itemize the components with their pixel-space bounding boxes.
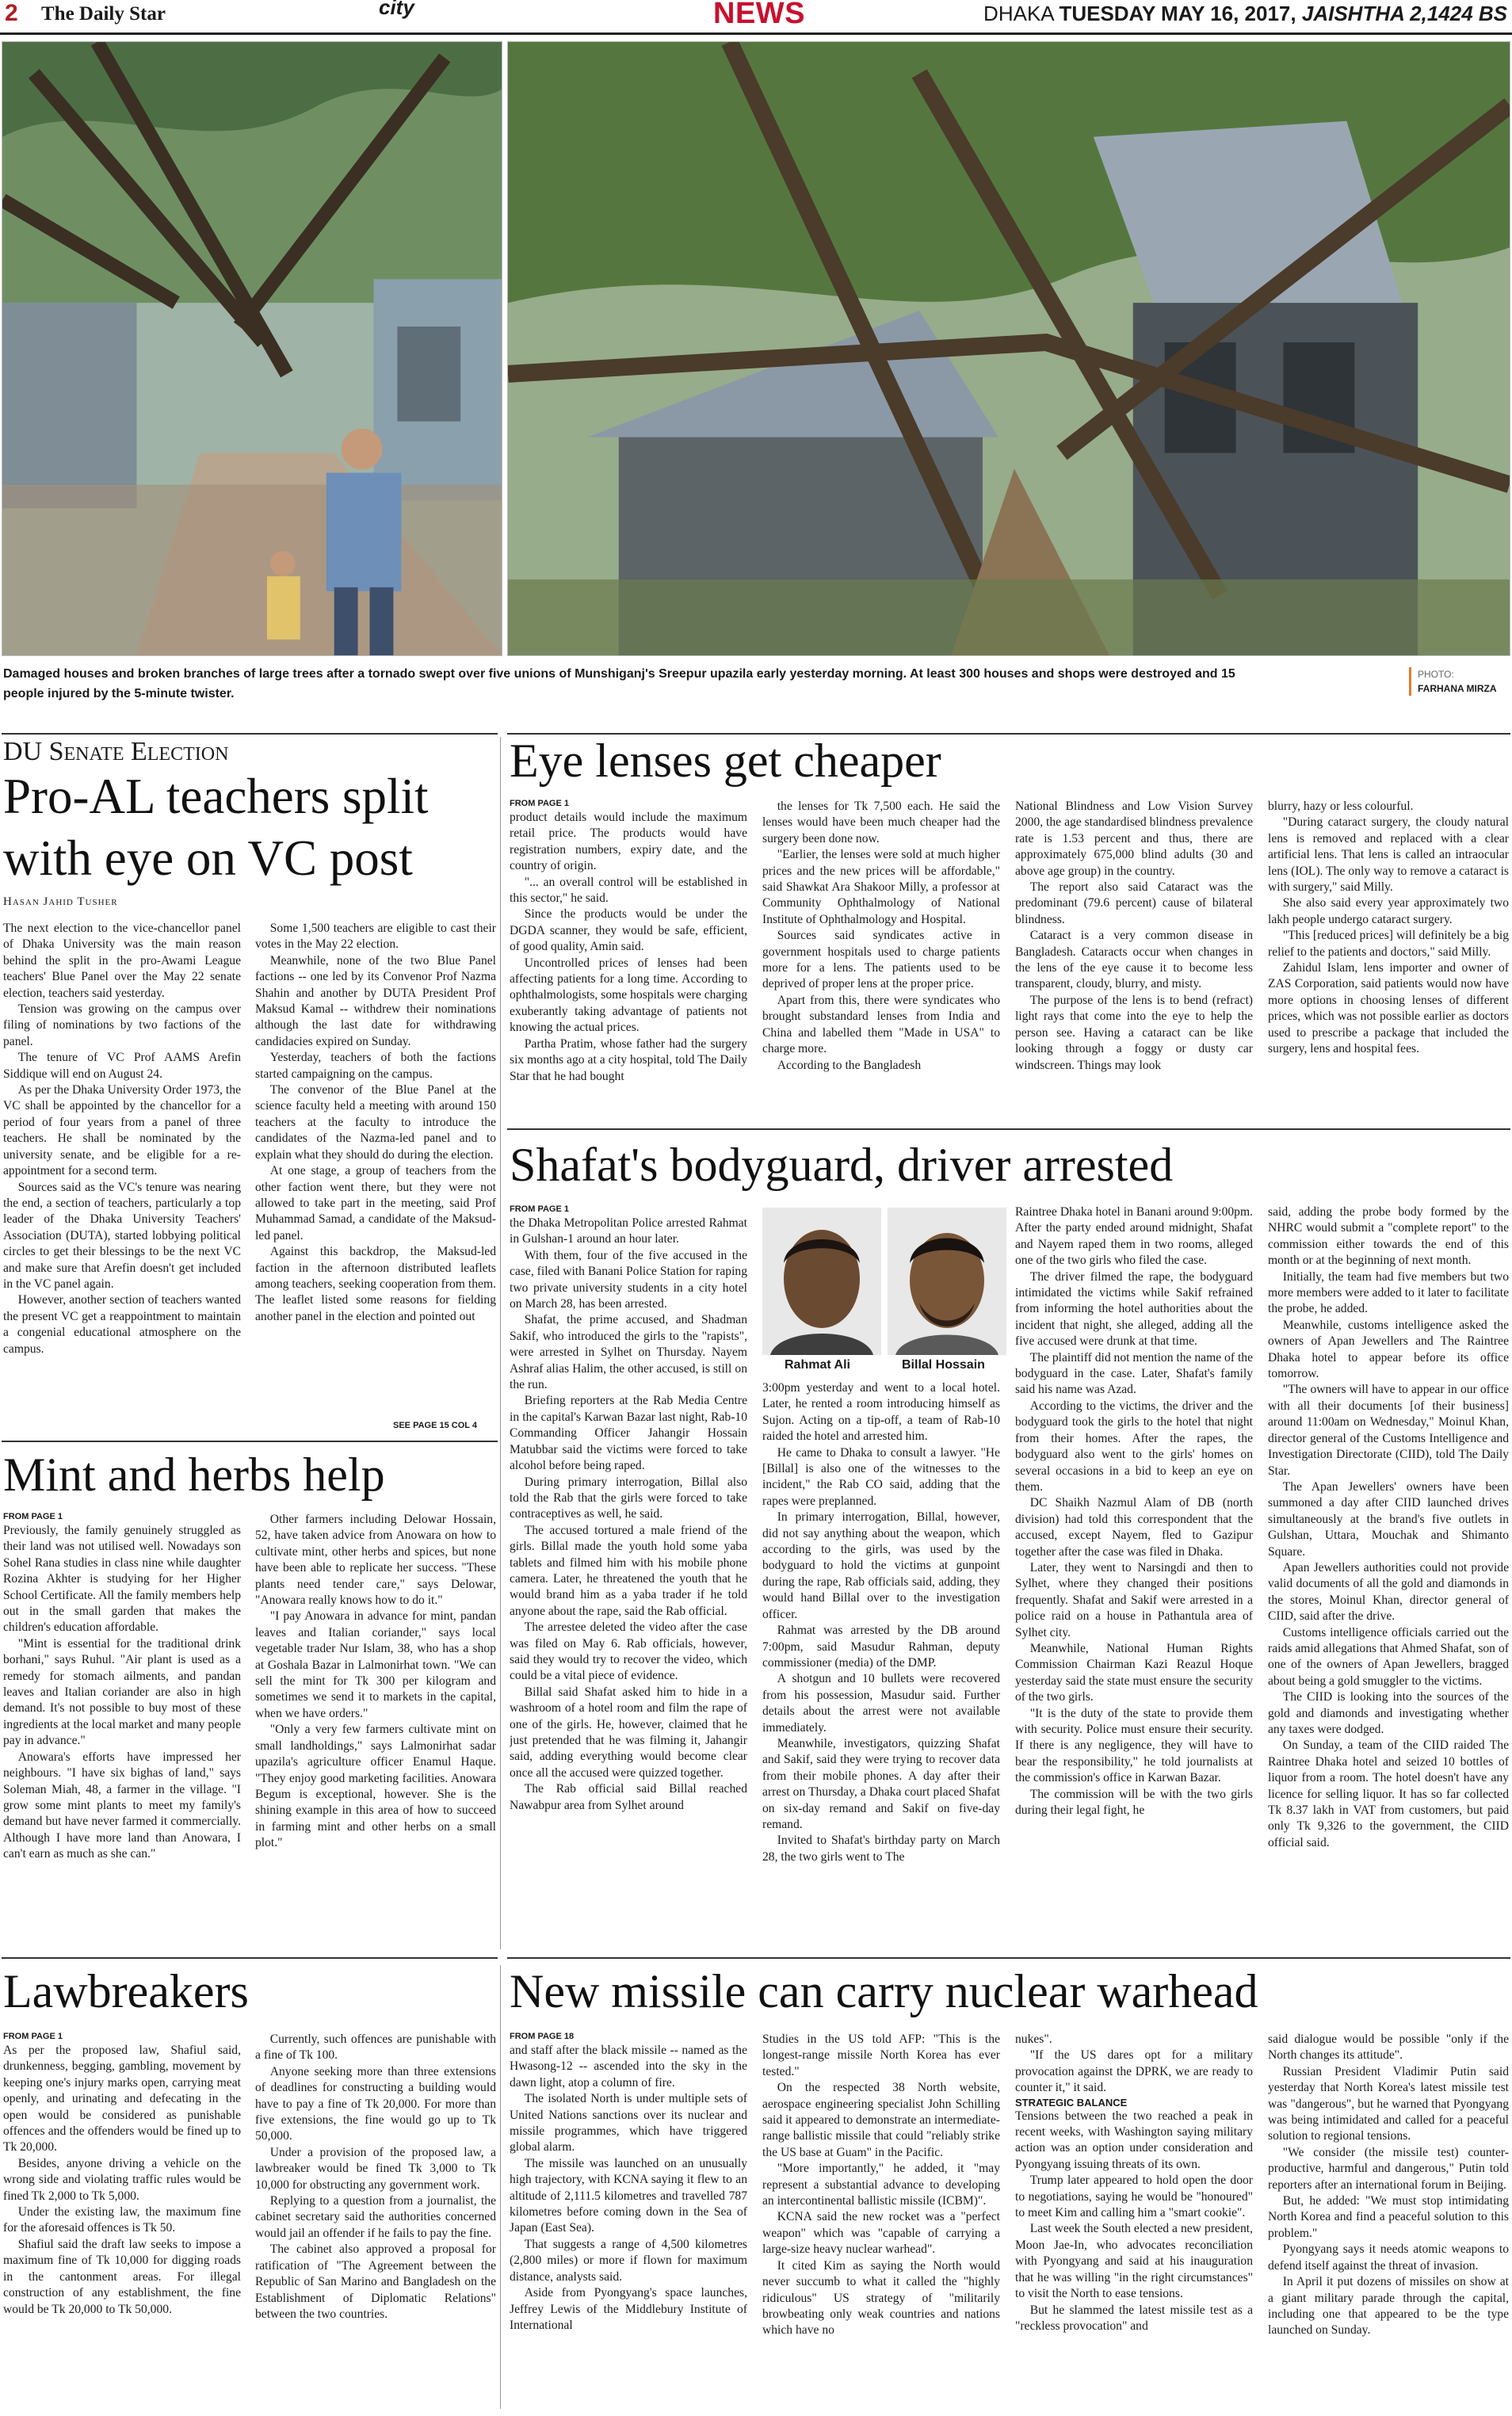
paragraph: The purpose of the lens is to bend (refract) light rays that come into the eye to help the person see. Having a cataract can be like looking through a foggy or dusty car windscreen. Things may look	[1015, 993, 1253, 1072]
shafat-story-top-rule	[507, 1128, 1510, 1130]
paragraph: 3:00pm yesterday and went to a local hotel. Later, he rented a room introducing himself as Sujon. Acting on a tip-off, a team of Rab-10 raided the hotel and arrested him.	[762, 1381, 1000, 1444]
paragraph: Besides, anyone driving a vehicle on the wrong side and violating traffic rules would be fined Tk 2,000 to Tk 5,000.	[3, 2156, 241, 2203]
paragraph: "It is the duty of the state to provide them with security. Police must ensure their security. If there is any negligence, they will have to bear the responsibility," he told journalists at the commission's office in Karwan Bazar.	[1015, 1706, 1253, 1785]
paragraph: Zahidul Islam, lens importer and owner of ZAS Corporation, said patients would now have more options in choosing lenses of different prices, which was not possible earlier as doctors used to prescribe a package that included the surgery, lens and hospital fees.	[1268, 961, 1509, 1056]
paragraph: With them, four of the five accused in the case, filed with Banani Police Station for raping two private university students in a city hotel on March 28, has been arrested.	[510, 1248, 747, 1311]
paragraph: A shotgun and 10 bullets were recovered from his possession, Masudur said. Further details about the arrest were not available immediately.	[762, 1672, 1000, 1735]
billal-hossain-photo	[888, 1208, 1006, 1355]
paragraph: product details would include the maximum retail price. The products would have registration numbers, expiry date, and the country of origin.	[510, 811, 747, 873]
masthead	[0, 0, 1512, 35]
paragraph: Pyongyang says it needs atomic weapons to defend itself against the threat of invasion.	[1268, 2242, 1509, 2273]
paragraph: Some 1,500 teachers are eligible to cast their votes in the May 22 election.	[255, 922, 496, 952]
paragraph: Against this backdrop, the Maksud-led faction in the afternoon distributed leaflets among teachers, seeking cooperation from them. The leaflet listed some reasons for fielding another panel in the election and pointed out	[255, 1245, 496, 1323]
paragraph: Studies in the US told AFP: "This is the longest-range missile North Korea has ever tested."	[762, 2032, 1000, 2078]
paragraph: "If the US dares opt for a military provocation against the DPRK, we are ready to counter it," it said.	[1015, 2048, 1253, 2095]
tornado-photo-left	[2, 41, 502, 656]
paragraph: It cited Kim as saying the North would never succumb to what it called the "highly ridiculous" US strategy of "militarily browbeating only weak countries and nations which have no	[762, 2258, 1000, 2338]
paragraph: "Only a very few farmers cultivate mint on small landholdings," says Lalmonirhat sadar upazila's agriculture officer Enamul Haque. "They enjoy good marketing facilities. Anowara Begum is exceptional, however. She is the shining example in this area of how to succeed in farming mint and other herbs on a small plot."	[255, 1723, 496, 1850]
paragraph: He came to Dhaka to consult a lawyer. "He [Billal] is also one of the witnesses to the incident," the Rab CO said, adding that the rapes were preplanned.	[762, 1445, 1000, 1508]
paragraph: Anowara's efforts have impressed her neighbours. "I have six bighas of land," says Soleman Miah, 48, a farmer in the village. "I grow some mint plants to meet my family's demand but have never farmed it commercially. Although I have more land than Anowara, I can't earn as much as she can."	[3, 1750, 241, 1861]
rahmat-ali-name: Rahmat Ali	[785, 1358, 850, 1372]
shafat-story-column-3	[1015, 1204, 1253, 1949]
paragraph: the lenses for Tk 7,500 each. He said the lenses would have been much cheaper had the surgery been done now.	[762, 800, 1000, 845]
section-label: city	[379, 0, 414, 19]
paragraph: On the respected 38 North website, aerospace engineering specialist John Schilling said it appeared to demonstrate an intermediate-range ballistic missile that could "reliably strike the US base at Guam" in the Pacific.	[762, 2081, 1000, 2159]
du-story-headline-line2: with eye on VC post	[3, 830, 413, 886]
category-label: NEWS	[713, 0, 805, 30]
from-page-label: FROM PAGE 1	[510, 799, 569, 808]
paragraph: In primary interrogation, Billal, however, did not say anything about the weapon, which according to the girls, was used by the bodyguard to hold the victims at gunpoint during the rape, Rab officials said, adding, they would hand Billal over to the investigation officer.	[762, 1510, 1000, 1621]
paragraph: The missile was launched on an unusually high trajectory, with KCNA saying it flew to an altitude of 2,111.5 kilometres and travelled 787 kilometres before coming down in the Sea of Japan (East Sea).	[510, 2156, 747, 2235]
lens-story-column-1	[510, 799, 747, 1122]
paragraph: "More importantly," he added, it "may represent a substantial advance to developing an intercontinental ballistic missile (ICBM)".	[762, 2162, 1000, 2208]
paragraph: At one stage, a group of teachers from the other faction went there, but they were not allowed to take part in the meeting, said Prof Muhammad Samad, a candidate of the Maksud-led panel.	[255, 1164, 496, 1242]
missile-story-top-rule	[507, 1957, 1510, 1959]
law-story-top-rule	[2, 1957, 498, 1959]
paragraph: Later, they went to Narsingdi and then to Sylhet, where they changed their positions frequently. Shafat and Sakif were arrested in a police raid on a house in Pathantula area of Sylhet city.	[1015, 1560, 1253, 1639]
missile-story-headline: New missile can carry nuclear warhead	[510, 1965, 1258, 2017]
paragraph: The next election to the vice-chancellor panel of Dhaka University was the main reason behind the split in the pro-Awami League teachers' Blue Panel over the May 22 senate election, teachers said yesterday.	[3, 922, 241, 1000]
mint-story-top-rule	[2, 1441, 498, 1442]
paragraph: and staff after the black missile -- named as the Hwasong-12 -- ascended into the sky in the dawn light, atop a column of fire.	[510, 2044, 747, 2090]
from-page-label: FROM PAGE 1	[510, 1204, 569, 1214]
paragraph: Under a provision of the proposed law, a lawbreaker would be fined Tk 3,000 to Tk 10,000 for obstructing any government work.	[255, 2145, 496, 2192]
paragraph: Apart from this, there were syndicates who brought substandard lenses from India and China and labelled them "Made in USA" to charge more.	[762, 993, 1000, 1056]
paragraph: Last week the South elected a new president, Moon Jae-In, who advocates reconciliation with Pyongyang and said at his inauguration that he was willing "in the right circumstances" to visit the North to ease tensions.	[1015, 2222, 1253, 2301]
paragraph: The commission will be with the two girls during their legal fight, he	[1015, 1787, 1253, 1818]
paragraph: Tension was growing on the campus over filing of nominations by two factions of the panel.	[3, 1002, 241, 1048]
paragraph: In April it put dozens of missiles on show at a giant military parade through the capital, including one that appeared to be the type launched on Sunday.	[1268, 2275, 1509, 2338]
paragraph: As per the Dhaka University Order 1973, the VC shall be appointed by the chancellor for a period of four years from a panel of three teachers. He shall be nominated by the university senate, and be eligible for a re-appointment for a second term.	[3, 1083, 241, 1178]
missile-story-column-1	[510, 2032, 747, 2412]
paragraph: "Earlier, the lenses were sold at much higher prices and the new prices will be affordable," said Shawkat Ara Shakoor Milly, a professor at Community Ophthalmology of National Institute of Ophthalmology and Hospital.	[762, 848, 1000, 926]
du-story-column-2	[255, 921, 496, 1418]
paragraph: The driver filmed the rape, the bodyguard intimidated the victims while Sakif refrained from informing the hotel authorities about the incident that night, she alleged, adding all the five accused were drunk at that time.	[1015, 1269, 1253, 1349]
page-number: 2	[5, 0, 18, 26]
du-story-column-1	[3, 921, 241, 1436]
rahmat-ali-photo	[762, 1208, 881, 1355]
paragraph: National Blindness and Low Vision Survey 2000, the age standardised blindness prevalence rate is 1.53 percent and thus, there are approximately 675,000 blind adults (30 and above age group) in the country.	[1015, 800, 1253, 878]
paragraph: "We consider (the missile test) counter-productive, harmful and dangerous," Putin told reporters after an international forum in Beijing.	[1268, 2145, 1509, 2192]
paragraph: The Apan Jewellers' owners have been summoned a day after CIID launched drives simultaneously at the brand's five outlets in Gulshan, Uttara, Mouchak and Shimanto Square.	[1268, 1479, 1509, 1559]
paragraph: "During cataract surgery, the cloudy natural lens is removed and replaced with a clear artificial lens. That lens is called an intraocular lens (IOL). The only way to remove a cataract is with surgery," said Milly.	[1268, 815, 1509, 895]
paragraph: Cataract is a very common disease in Bangladesh. Cataracts occur when changes in the lens of the eye cause it to become less transparent, cloudy, blurry, and misty.	[1015, 929, 1253, 991]
paragraph: "This [reduced prices] will definitely be a big relief to the patients and doctors," said Milly.	[1268, 929, 1509, 959]
paragraph: said dialogue would be possible "only if the North changes its attitude".	[1268, 2032, 1509, 2063]
paragraph: KCNA said the new rocket was a "perfect weapon" which was "capable of carrying a large-size heavy nuclear warhead".	[762, 2210, 1000, 2257]
paragraph: Customs intelligence officials carried out the raids amid allegations that Ahmed Shafat, son of one of the owners of Apan Jewellers, bragged about being a gold smuggler to the victims.	[1268, 1625, 1509, 1688]
paragraph: "The owners will have to appear in our office with all their documents [of their business] around 11:00am on Wednesday," Moinul Khan, director general of the Customs Intelligence and Investigation Directorate (CIID), told The Daily Star.	[1268, 1383, 1509, 1478]
paragraph: Meanwhile, none of the two Blue Panel factions -- one led by its Convenor Prof Nazma Shahin and another by DUTA President Prof Maksud Kamal -- withdrew their nominations although the last date for withdrawing candidacies expired on Sunday.	[255, 953, 496, 1048]
newspaper-flag: The Daily Star	[41, 3, 166, 25]
billal-hossain-name: Billal Hossain	[902, 1358, 985, 1372]
damaged-house-image	[508, 42, 1510, 655]
paragraph: Initially, the team had five members but two more members were added to it later to facilitate the probe, he added.	[1268, 1269, 1509, 1316]
paragraph: Sources said as the VC's tenure was nearing the end, a section of teachers, particularly a top leader of the Dhaka University Teachers' Association (DUTA), started lobbying political circles to get their blessings to be the next VC and make sure that Arefin doesn't get included in the VC panel again.	[3, 1180, 241, 1291]
paragraph: Trump later appeared to hold open the door to negotiations, saying he would be "honoured" to meet Kim and calling him a "smart cookie".	[1015, 2174, 1253, 2220]
paragraph: Meanwhile, investigators, quizzing Shafat and Sakif, said they were trying to recover data from their mobile phones. A day after their arrest on Thursday, a Dhaka court placed Shafat on six-day remand and Sakif on five-day remand.	[762, 1736, 1000, 1831]
paragraph: Raintree Dhaka hotel in Banani around 9:00pm. After the party ended around midnight, Shafat and Nayem raped them in two rooms, alleged one of the two girls who filed the case.	[1015, 1205, 1253, 1268]
shafat-story-column-4	[1268, 1204, 1509, 1949]
paragraph: But he slammed the latest missile test as a "reckless provocation" and	[1015, 2303, 1253, 2333]
paragraph: Meanwhile, National Human Rights Commission Chairman Kazi Reazul Hoque yesterday said the state must ensure the security of the two girls.	[1015, 1641, 1253, 1704]
paragraph: She also said every year approximately two lakh people undergo cataract surgery.	[1268, 896, 1509, 926]
mint-story-headline: Mint and herbs help	[3, 1448, 385, 1501]
du-story-jump-line[interactable]: SEE PAGE 15 COL 4	[393, 1421, 477, 1430]
missile-story-column-4	[1268, 2032, 1509, 2412]
paragraph: Meanwhile, customs intelligence asked the owners of Apan Jewellers and The Raintree Dhaka hotel to appear before its office tomorrow.	[1268, 1318, 1509, 1381]
paragraph: Tensions between the two reached a peak in recent weeks, with Washington saying military action was an option under consideration and Pyongyang issuing threats of its own.	[1015, 2109, 1253, 2171]
du-story-byline: Hasan Jahid Tusher	[3, 895, 118, 908]
paragraph: blurry, hazy or less colourful.	[1268, 800, 1414, 813]
paragraph: Uncontrolled prices of lenses had been affecting patients for a long time. According to ophthalmologists, some hospitals were charging exuberantly taking advantage of patients not knowing the actual prices.	[510, 956, 747, 1035]
paragraph: The isolated North is under multiple sets of United Nations sanctions over its nuclear and missile programmes, which have triggered global alarm.	[510, 2092, 747, 2155]
paragraph: Aside from Pyongyang's space launches, Jeffrey Lewis of the Middlebury Institute of International	[510, 2286, 747, 2332]
paragraph: The convenor of the Blue Panel at the science faculty held a meeting with around 150 teachers at the faculty to introduce the candidates of the Nazma-led panel and to explain what they should do during the election.	[255, 1083, 496, 1162]
dateline-bangla: JAISHTHA 2,1424 BS	[1301, 2, 1507, 25]
mint-story-column-1	[3, 1512, 241, 1946]
missile-story-column-2	[762, 2032, 1000, 2412]
du-story-kicker: DU Senate Election	[3, 737, 229, 766]
paragraph: Currently, such offences are punishable with a fine of Tk 100.	[255, 2032, 496, 2063]
lens-story-headline: Eye lenses get cheaper	[510, 735, 941, 787]
paragraph: Other farmers including Delowar Hossain, 52, have taken advice from Anowara on how to cultivate mint, other herbs and spices, but none have been able to replicate her success. "These plants need tender care," says Delowar, "Anowara really knows how to do it."	[255, 1513, 496, 1608]
from-page-label: FROM PAGE 1	[3, 2032, 63, 2041]
paragraph: Previously, the family genuinely struggled as their land was not utilised well. Nowadays son Sohel Rana studies in class nine while daughter Rozina Akhter is studying for her Higher School Certificate. All the family members help out in the small garden that makes the children's education affordable.	[3, 1524, 241, 1635]
paragraph: Rahmat was arrested by the DB around 7:00pm, said Masudur Rahman, deputy commissioner (media) of the DMP.	[762, 1624, 1000, 1670]
tornado-photo-right	[507, 41, 1510, 656]
paragraph: Billal said Shafat asked him to hide in a washroom of a hotel room and film the rape of one of the girls. He, however, claimed that he just pretended that he was filming it, Jahangir said, adding everything would become clear once all the accused were quizzed together.	[510, 1685, 747, 1780]
column-divider-1	[500, 737, 501, 1949]
shafat-story-headline: Shafat's bodyguard, driver arrested	[510, 1139, 1174, 1191]
photo-credit-name: FARHANA MIRZA	[1418, 683, 1497, 694]
shafat-story-column-1	[510, 1204, 747, 1949]
street-scene-image	[2, 42, 502, 655]
lens-story-column-3	[1015, 799, 1253, 1122]
mint-story-column-2	[255, 1512, 496, 1946]
paragraph: The cabinet also approved a proposal for ratification of "The Agreement between the Republic of San Marino and Bangladesh on the Establishment of Diplomatic Relations" between the two countries.	[255, 2242, 496, 2321]
paragraph: Apan Jewellers authorities could not provide valid documents of all the gold and diamonds in the stores, Moinul Khan, director general of CIID, said after the drive.	[1268, 1560, 1509, 1624]
paragraph: But, he added: "We must stop intimidating North Korea and find a peaceful solution to this problem."	[1268, 2194, 1509, 2240]
paragraph: Replying to a question from a journalist, the cabinet secretary said the authorities concerned would jail an offender if he fails to pay the fine.	[255, 2194, 496, 2240]
from-page-label: FROM PAGE 18	[510, 2032, 575, 2041]
portrait-image	[762, 1208, 881, 1355]
paragraph: However, another section of teachers wanted the present VC get a reappointment to maintain a congenial educational atmosphere on the campus.	[3, 1293, 241, 1356]
paragraph: The CIID is looking into the sources of the gold and diamonds and investigating whether any taxes were dodged.	[1268, 1690, 1509, 1736]
paragraph: As per the proposed law, Shafiul said, drunkenness, begging, gambling, movement by keeping one's injury marks open, carrying meat openly, and urinating and defecating in the open would be considered as punishable offences and the offenders would be fined up to Tk 20,000.	[3, 2044, 241, 2155]
lens-story-column-4	[1268, 799, 1509, 1122]
paragraph: Since the products would be under the DGDA scanner, they would be safe, efficient, of good quality, Amin said.	[510, 907, 747, 954]
paragraph: said, adding the probe body formed by the NHRC would submit a "complete report" to the commission either towards the end of this month or at the beginning of next month.	[1268, 1205, 1509, 1268]
paragraph: "Mint is essential for the traditional drink borhani," says Ruhul. "Air plant is used as a remedy for stomach ailments, and pandan leaves and Italian coriander are also in high demand. It's not possible to buy most of these ingredients at the local market and many people pay in advance."	[3, 1636, 241, 1748]
dateline-day: TUESDAY MAY 16, 2017,	[1059, 2, 1296, 25]
paragraph: Sources said syndicates active in government hospitals used to charge patients more for a lens. The patients used to be deprived of proper lens at the proper price.	[762, 929, 1000, 991]
paragraph: That suggests a range of 4,500 kilometres (2,800 miles) or more if flown for maximum distance, analysts said.	[510, 2237, 747, 2284]
column-divider-2	[500, 1965, 501, 2409]
lens-story-column-2	[762, 799, 1000, 1122]
du-story-top-rule	[2, 733, 498, 735]
paragraph: The tenure of VC Prof AAMS Arefin Siddique will end on August 24.	[3, 1051, 241, 1081]
paragraph: The arrestee deleted the video after the case was filed on May 6. Rab officials, however, said they would try to recover the video, which could be a vital piece of evidence.	[510, 1620, 747, 1683]
paragraph: Russian President Vladimir Putin said yesterday that North Korea's latest missile test was "dangerous", but he warned that Pyongyang was being intimidated and called for a peaceful solution to regional tensions.	[1268, 2064, 1509, 2143]
paragraph: the Dhaka Metropolitan Police arrested Rahmat in Gulshan-1 around an hour later.	[510, 1216, 747, 1246]
paragraph: Partha Pratim, whose father had the surgery six months ago at a city hospital, told The Daily Star that he had bought	[510, 1036, 747, 1083]
paragraph: On Sunday, a team of the CIID raided The Raintree Dhaka hotel and seized 10 bottles of liquor from a room. The hotel doesn't have any licence for selling liquor. It has so far collected Tk 8.37 lakh in VAT from customers, but paid only Tk 9,326 to the government, the CIID official said.	[1268, 1739, 1509, 1849]
shafat-story-column-2	[762, 1380, 1000, 1949]
missile-story-subhead: STRATEGIC BALANCE	[1015, 2096, 1128, 2109]
paragraph: During primary interrogation, Billal also told the Rab that the girls were forced to take contraceptives as well, he said.	[510, 1475, 747, 1521]
law-story-headline: Lawbreakers	[3, 1965, 249, 2017]
paragraph: Briefing reporters at the Rab Media Centre in the capital's Karwan Bazar last night, Rab-10 Commanding Officer Jahangir Hossain Matubbar said the victims were forced to take alcohol before being raped.	[510, 1394, 747, 1473]
law-story-column-2	[255, 2032, 496, 2412]
paragraph: The plaintiff did not mention the name of the bodyguard in the case. Later, Shafat's family said his name was Azad.	[1015, 1350, 1253, 1397]
paragraph: Yesterday, teachers of both the factions started campaigning on the campus.	[255, 1051, 496, 1081]
paragraph: Anyone seeking more than three extensions of deadlines for constructing a building would have to pay a fine of Tk 20,000. For more than five extensions, the fine would go up to Tk 50,000.	[255, 2064, 496, 2143]
paragraph: The accused tortured a male friend of the girls. Billal made the youth hold some yaba tablets and filmed him with his mobile phone camera. Later, he threatened the youth that he would brand him as a yaba trader if he told anyone about the rape, said the Rab official.	[510, 1523, 747, 1618]
missile-story-column-3	[1015, 2032, 1253, 2412]
paragraph: Shafiul said the draft law seeks to impose a maximum fine of Tk 10,000 for digging roads in the cantonment areas. For illegal construction of any establishment, the fine would be Tk 20,000 to Tk 50,000.	[3, 2237, 241, 2316]
paragraph: Shafat, the prime accused, and Shadman Sakif, who introduced the girls to the "rapists", were arrested in Sylhet on Thursday. Nayem Ashraf alias Halim, the other accused, is still on the run.	[510, 1313, 747, 1392]
portrait-image	[888, 1208, 1006, 1355]
paragraph: "I pay Anowara in advance for mint, pandan leaves and Italian coriander," says local vegetable trader Nur Islam, 38, who has a shop at Goshala Bazar in Lalmonirhat town. "We can sell the mint for Tk 300 per kilogram and sometimes we send it to markets in the capital, when we have orders."	[255, 1609, 496, 1720]
photo-caption: Damaged houses and broken branches of large trees after a tornado swept over five unions of Munshiganj's Sreepur upazila early yesterday morning. At least 300 houses and shops were destroyed and 15 people injured by the 5-minute twister.	[3, 667, 1235, 700]
from-page-label: FROM PAGE 1	[3, 1512, 63, 1521]
dateline-city: DHAKA	[983, 2, 1054, 25]
paragraph: DC Shaikh Nazmul Alam of DB (north division) had told this correspondent that the accused, except Nayem, fled to Gazipur together after the case was filed in Dhaka.	[1015, 1496, 1253, 1559]
photo-credit	[1409, 667, 1507, 696]
paragraph: According to the Bangladesh	[777, 1058, 922, 1072]
law-story-column-1	[3, 2032, 241, 2412]
du-story-headline-line1: Pro-AL teachers split	[3, 769, 429, 824]
paragraph: According to the victims, the driver and the bodyguard took the girls to the hotel that night from their homes. After the rapes, the bodyguard also went to the girls' homes on several occasions in a bid to keep an eye on them.	[1015, 1399, 1253, 1494]
paragraph: The Rab official said Billal reached Nawabpur area from Sylhet around	[510, 1782, 747, 1812]
paragraph: Under the existing law, the maximum fine for the aforesaid offences is Tk 50.	[3, 2205, 241, 2235]
photo-credit-label: PHOTO:	[1418, 669, 1454, 680]
paragraph: nukes".	[1015, 2032, 1052, 2046]
paragraph: "... an overall control will be established in this sector," he said.	[510, 875, 747, 906]
paragraph: Invited to Shafat's birthday party on March 28, the two girls went to The	[762, 1834, 1000, 1864]
paragraph: The report also said Cataract was the predominant (79.6 percent) cause of bilateral blindness.	[1015, 880, 1253, 926]
dateline	[983, 2, 1507, 26]
